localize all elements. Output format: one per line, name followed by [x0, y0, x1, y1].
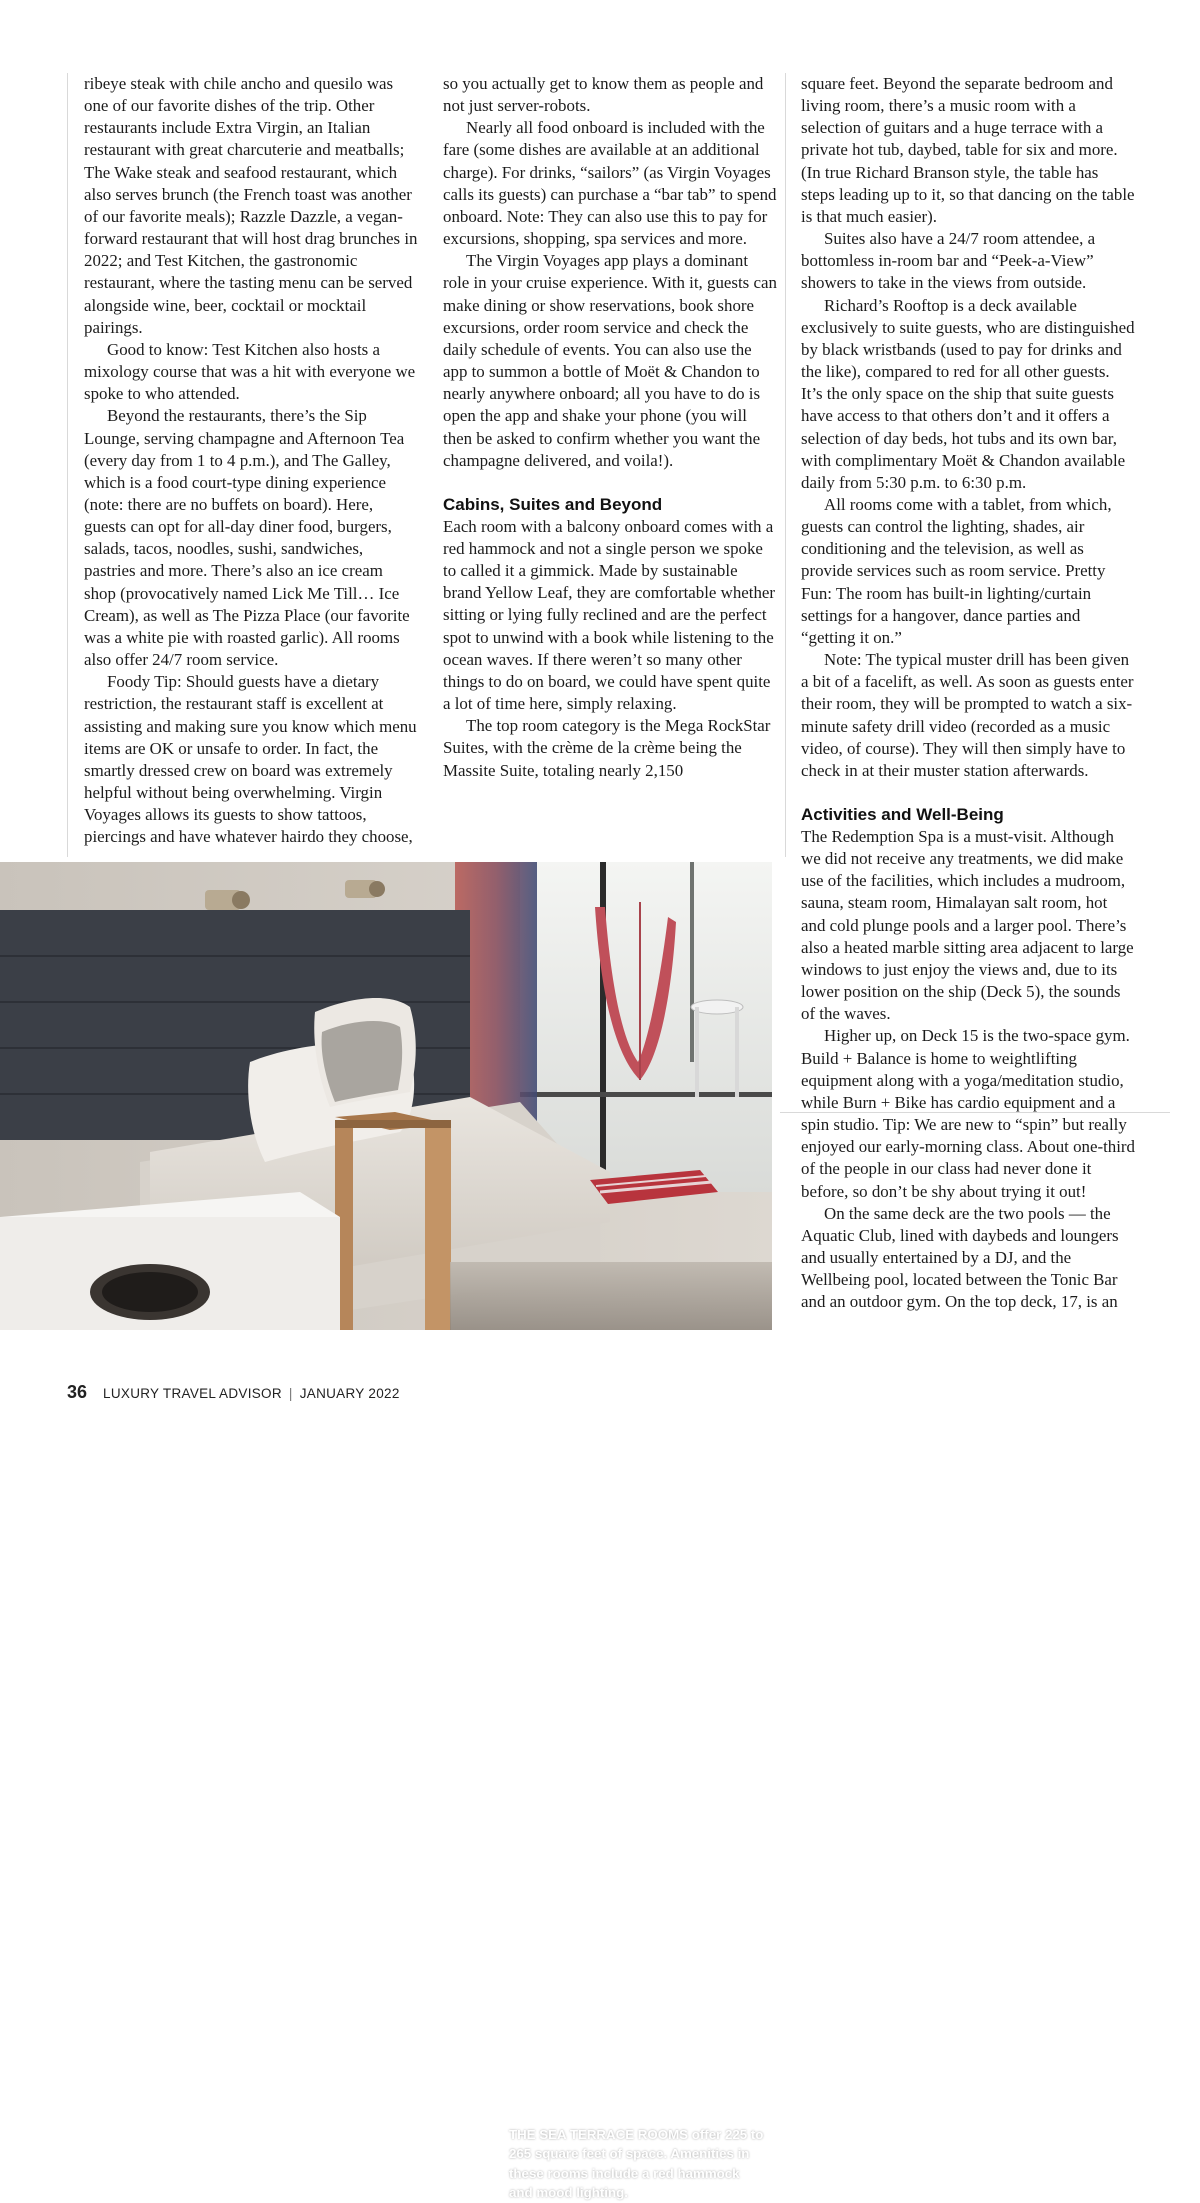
paragraph: Foody Tip: Should guests have a dietary restriction, the restaurant staff is excellent at assisting and making sure you know which menu items are OK or unsafe to order. In fact, the smartly dressed crew on board was extremely helpful without being overwhelming. Virgin Voyages allows its guests to show tattoos, piercings and have whatever hairdo they choose, [84, 672, 417, 847]
paragraph: Note: The typical muster drill has been given a bit of a facelift, as well. As soon as guests enter their room, they will be prompted to watch a six-minute safety drill video (recorded as a music video, of course). They will then simply have to check in at their muster station afterwards. [801, 650, 1134, 780]
paragraph: ribeye steak with chile ancho and quesilo was one of our favorite dishes of the trip. Other restaurants include Extra Virgin, an Italian restaurant with great charcuterie and meatballs; The Wake steak and seafood restaurant, which also serves brunch (the French toast was another of our favorite meals); Razzle Dazzle, a vegan-forward restaurant that will host drag brunches in 2022; and Test Kitchen, the gastronomic restaurant, where the tasting menu can be served alongside wine, beer, cocktail or mocktail pairings. [84, 74, 418, 337]
paragraph: square feet. Beyond the separate bedroom and living room, there’s a music room with a selection of guitars and a huge terrace with a private hot tub, daybed, table for six and more. (In true Richard Branson style, the table has steps leading up to it, so that dancing on the table is that much easier). [801, 74, 1135, 226]
paragraph: On the same deck are the two pools — the Aquatic Club, lined with daybeds and loungers and usually entertained by a DJ, and the Wellbeing pool, located between the Tonic Bar and an outdoor gym. On the top deck, 17, is an [801, 1203, 1119, 1312]
paragraph: The Redemption Spa is a must-visit. Although we did not receive any treatments, we did make use of the facilities, which includes a mudroom, sauna, steam room, Himalayan salt room, hot and cold plunge pools and a larger pool. There’s also a heated marble sitting area adjacent to large windows to just enjoy the views and, due to its lower position on the ship (Deck 5), the sounds of the waves. [801, 827, 1134, 1024]
column-rule-left [67, 73, 68, 857]
article-column-2 [443, 73, 777, 782]
paragraph: Beyond the restaurants, there’s the Sip Lounge, serving champagne and Afternoon Tea (every day from 1 to 4 p.m.), and The Galley, which is a food court-type dining experience (note: there are no buffets on board). Here, guests can opt for all-day diner food, burgers, salads, tacos, noodles, sushi, sandwiches, pastries and more. There’s also an ice cream shop (provocatively named Lick Me Till… Ice Cream), as well as The Pizza Place (our favorite was a white pie with roasted garlic). All rooms also offer 24/7 room service. [84, 406, 410, 670]
publication-name: LUXURY TRAVEL ADVISOR [103, 1386, 282, 1401]
paragraph: All rooms come with a tablet, from which, guests can control the lighting, shades, air conditioning and the television, as well as provide services such as room service. Pretty Fun: The room has built-in lighting/curtain settings for a hangover, dance parties and “getting it on.” [801, 494, 1112, 647]
section-heading-cabins: Cabins, Suites and Beyond [443, 494, 663, 514]
footer-separator: | [288, 1386, 293, 1401]
paragraph: Higher up, on Deck 15 is the two-space gym. Build + Balance is home to weightlifting equipment along with a yoga/meditation studio, while Burn + Bike has cardio equipment and a spin studio. Tip: We are new to “spin” but really enjoyed our early-morning class. About one-third of the people in our class had never done it before, so don’t be shy about trying it out! [801, 1026, 1135, 1201]
paragraph: so you actually get to know them as people and not just server-robots. [443, 74, 764, 116]
paragraph: Each room with a balcony onboard comes with a red hammock and not a single person we spoke to called it a gimmick. Made by sustainable brand Yellow Leaf, they are comfortable whether sitting or lying fully reclined and are the perfect spot to unwind with a book while listening to the ocean waves. If there weren’t so many other things to do on board, we could have spent quite a lot of time here, simply relaxing. [443, 516, 776, 714]
paragraph: Good to know: Test Kitchen also hosts a mixology course that was a hit with everyone we spoke to who attended. [84, 339, 416, 404]
article-column-1 [84, 73, 418, 848]
issue-date: JANUARY 2022 [299, 1386, 400, 1401]
page-footer [67, 1382, 400, 1403]
column-rule-right [785, 73, 786, 857]
section-heading-activities: Activities and Well-Being [801, 805, 1004, 824]
paragraph: Richard’s Rooftop is a deck available exclusively to suite guests, who are distinguished by black wristbands (used to pay for drinks and the like), compared to red for all other guests. It’s the only space on the ship that suite guests have access to that others don’t and it offers a selection of day beds, hot tubs and its own bar, with complimentary Moët & Chandon available daily from 5:30 p.m. to 6:30 p.m. [801, 295, 1135, 492]
article-column-3 [801, 73, 1135, 1313]
cabin-photo-illustration [0, 862, 772, 1330]
photo-caption: THE SEA TERRACE ROOMS offer 225 to 265 square feet of space. Amenities in these rooms include a red hammock and mood lighting. [509, 2127, 764, 2201]
page-number: 36 [67, 1382, 88, 1402]
paragraph: Suites also have a 24/7 room attendee, a bottomless in-room bar and “Peek-a-View” showers to take in the views from outside. [801, 229, 1096, 293]
paragraph: The Virgin Voyages app plays a dominant role in your cruise experience. With it, guests can make dining or show reservations, book shore excursions, order room service and check the daily schedule of events. You can also use the app to summon a bottle of Moët & Chandon to nearly anywhere onboard; all you have to do is open the app and shake your phone (you will then be asked to confirm whether you want the champagne delivered, and voila!). [443, 251, 777, 470]
paragraph: The top room category is the Mega RockStar Suites, with the crème de la crème being the Massite Suite, totaling nearly 2,150 [443, 716, 771, 780]
paragraph: Nearly all food onboard is included with the fare (some dishes are available at an additional charge). For drinks, “sailors” (as Virgin Voyages calls its guests) can purchase a “bar tab” to spend onboard. Note: They can also use this to pay for excursions, shopping, spa services and more. [443, 118, 777, 249]
